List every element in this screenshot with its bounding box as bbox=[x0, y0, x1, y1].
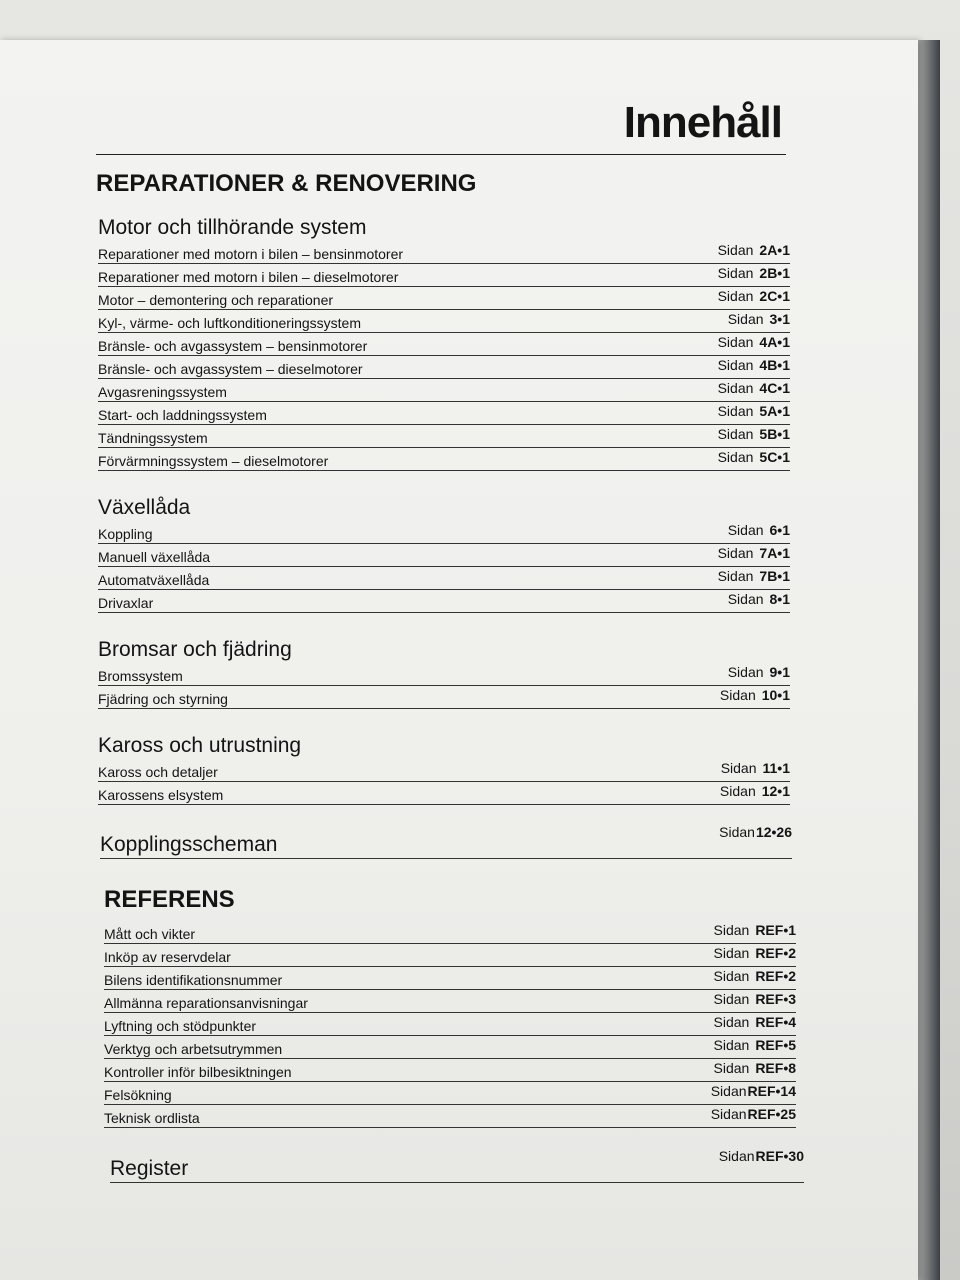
page-number: 5C•1 bbox=[759, 449, 790, 465]
toc-entry[interactable] bbox=[104, 1012, 796, 1036]
entry-label: Start- och laddningssystem bbox=[98, 407, 267, 423]
page-number: REF•30 bbox=[755, 1148, 804, 1164]
entry-label: Koppling bbox=[98, 526, 153, 542]
entry-page-ref bbox=[714, 1060, 797, 1076]
entry-label: Bromssystem bbox=[98, 668, 183, 684]
toc-entry[interactable] bbox=[98, 401, 790, 425]
entry-label: Bränsle- och avgassystem – bensinmotorer bbox=[98, 338, 368, 354]
page-number: 4C•1 bbox=[759, 380, 790, 396]
entry-page-ref bbox=[718, 242, 790, 258]
sidan-label: Sidan bbox=[717, 403, 754, 419]
page-number: REF•8 bbox=[755, 1060, 796, 1076]
section-heading-bromsar: Bromsar och fjädring bbox=[98, 638, 292, 661]
sidan-label: Sidan bbox=[720, 760, 757, 776]
sidan-label: Sidan bbox=[717, 288, 754, 304]
sidan-label: Sidan bbox=[719, 783, 756, 799]
sidan-label: Sidan bbox=[717, 265, 754, 281]
entry-label: Allmänna reparationsanvisningar bbox=[104, 995, 308, 1011]
entry-page-ref bbox=[728, 522, 790, 538]
page-number: 4A•1 bbox=[759, 334, 790, 350]
entry-page-ref bbox=[718, 265, 790, 281]
entry-page-ref bbox=[714, 991, 797, 1007]
toc-entry[interactable] bbox=[98, 424, 790, 448]
toc-entry[interactable] bbox=[98, 447, 790, 471]
toc-entry[interactable] bbox=[98, 263, 790, 287]
entry-page-ref bbox=[714, 1014, 797, 1030]
sidan-label: Sidan bbox=[727, 591, 764, 607]
entry-page-ref bbox=[719, 1148, 804, 1164]
sidan-label: Sidan bbox=[713, 991, 750, 1007]
toc-entry[interactable] bbox=[98, 309, 790, 333]
entry-page-ref bbox=[718, 545, 790, 561]
entry-label: Förvärmningssystem – dieselmotorer bbox=[98, 453, 329, 469]
toc-entry[interactable] bbox=[98, 589, 790, 613]
page-number: 5B•1 bbox=[759, 426, 790, 442]
entry-label: Bränsle- och avgassystem – dieselmotorer bbox=[98, 361, 363, 377]
sidan-label: Sidan bbox=[717, 357, 754, 373]
page-number: 8•1 bbox=[769, 591, 790, 607]
toc-entry[interactable] bbox=[104, 920, 796, 944]
page-number: REF•2 bbox=[755, 945, 796, 961]
page-number: REF•3 bbox=[755, 991, 796, 1007]
entry-page-ref bbox=[714, 922, 797, 938]
entry-label: Kontroller inför bilbesiktningen bbox=[104, 1064, 292, 1080]
entry-page-ref bbox=[728, 664, 790, 680]
entry-page-ref bbox=[718, 334, 790, 350]
page-number: 5A•1 bbox=[759, 403, 790, 419]
toc-entry[interactable] bbox=[98, 685, 790, 709]
section-heading-kaross: Kaross och utrustning bbox=[98, 734, 302, 757]
toc-entry[interactable] bbox=[104, 966, 796, 990]
toc-entry[interactable] bbox=[98, 332, 790, 356]
entry-page-ref bbox=[718, 449, 790, 465]
sidan-label: Sidan bbox=[713, 922, 750, 938]
sidan-label: Sidan bbox=[718, 1148, 755, 1164]
toc-entry[interactable] bbox=[104, 1081, 796, 1105]
entry-page-ref bbox=[728, 311, 790, 327]
entry-label: Automatväxellåda bbox=[98, 572, 210, 588]
page-number: 9•1 bbox=[769, 664, 790, 680]
entry-label: Register bbox=[110, 1157, 189, 1180]
page-number: REF•14 bbox=[747, 1083, 796, 1099]
entry-label: Motor – demontering och reparationer bbox=[98, 292, 334, 308]
toc-entry[interactable] bbox=[98, 543, 790, 567]
entry-label: Inköp av reservdelar bbox=[104, 949, 231, 965]
toc-entry[interactable] bbox=[98, 355, 790, 379]
sidan-label: Sidan bbox=[713, 945, 750, 961]
page-number: 11•1 bbox=[762, 760, 790, 776]
entry-page-ref bbox=[718, 403, 790, 419]
sidan-label: Sidan bbox=[717, 545, 754, 561]
entry-label: Fjädring och styrning bbox=[98, 691, 228, 707]
section-heading-vaxellada: Växellåda bbox=[98, 496, 191, 519]
sidan-label: Sidan bbox=[719, 687, 756, 703]
page-number: 12•26 bbox=[755, 824, 792, 840]
entry-label: Manuell växellåda bbox=[98, 549, 211, 565]
page-number: 3•1 bbox=[769, 311, 790, 327]
entry-label: Felsökning bbox=[104, 1087, 172, 1103]
entry-label: Karossens elsystem bbox=[98, 787, 224, 803]
page-number: 6•1 bbox=[769, 522, 790, 538]
page-number: 7A•1 bbox=[759, 545, 790, 561]
document-page bbox=[0, 40, 918, 1280]
sidan-label: Sidan bbox=[713, 968, 750, 984]
toc-entry[interactable] bbox=[98, 662, 790, 686]
title-rule bbox=[96, 154, 786, 155]
sidan-label: Sidan bbox=[717, 380, 754, 396]
toc-entry[interactable] bbox=[98, 286, 790, 310]
page-number: 4B•1 bbox=[759, 357, 790, 373]
entry-page-ref bbox=[720, 687, 790, 703]
toc-entry-register[interactable] bbox=[110, 1148, 804, 1183]
toc-entry[interactable] bbox=[98, 240, 790, 264]
entry-page-ref bbox=[718, 426, 790, 442]
entry-label: Drivaxlar bbox=[98, 595, 154, 611]
entry-page-ref bbox=[719, 824, 792, 840]
entry-label: Tändningssystem bbox=[98, 430, 208, 446]
entry-label: Reparationer med motorn i bilen – dieselmotorer bbox=[98, 269, 399, 285]
entry-label: Bilens identifikationsnummer bbox=[104, 972, 283, 988]
toc-entry[interactable] bbox=[104, 943, 796, 967]
sidan-label: Sidan bbox=[717, 426, 754, 442]
section-heading-motor: Motor och tillhörande system bbox=[98, 216, 367, 239]
sidan-label: Sidan bbox=[727, 311, 764, 327]
entry-page-ref bbox=[711, 1083, 796, 1099]
page-number: REF•1 bbox=[755, 922, 796, 938]
toc-entry[interactable] bbox=[98, 378, 790, 402]
entry-page-ref bbox=[718, 288, 790, 304]
page-number: 10•1 bbox=[761, 687, 790, 703]
entry-label: Kaross och detaljer bbox=[98, 764, 218, 780]
sidan-label: Sidan bbox=[710, 1083, 747, 1099]
page-number: REF•4 bbox=[755, 1014, 796, 1030]
entry-page-ref bbox=[714, 945, 797, 961]
entry-page-ref bbox=[720, 783, 790, 799]
toc-entry[interactable] bbox=[104, 1035, 796, 1059]
toc-entry[interactable] bbox=[98, 758, 790, 782]
sidan-label: Sidan bbox=[719, 824, 755, 840]
toc-entry[interactable] bbox=[104, 1104, 796, 1128]
toc-entry-kopplingsscheman[interactable] bbox=[100, 824, 792, 859]
entry-label: Avgasreningssystem bbox=[98, 384, 227, 400]
sidan-label: Sidan bbox=[713, 1014, 750, 1030]
entry-label: Kyl-, värme- och luftkonditioneringssystem bbox=[98, 315, 361, 331]
page-number: 2B•1 bbox=[759, 265, 790, 281]
entry-label: Teknisk ordlista bbox=[104, 1110, 200, 1126]
sidan-label: Sidan bbox=[727, 664, 764, 680]
entry-label: Mått och vikter bbox=[104, 926, 196, 942]
toc-entry[interactable] bbox=[98, 566, 790, 590]
entry-page-ref bbox=[718, 380, 790, 396]
sidan-label: Sidan bbox=[713, 1060, 750, 1076]
page-number: 2C•1 bbox=[759, 288, 790, 304]
toc-entry[interactable] bbox=[104, 1058, 796, 1082]
page-number: REF•25 bbox=[747, 1106, 796, 1122]
page-number: REF•5 bbox=[755, 1037, 796, 1053]
entry-label: Kopplingsscheman bbox=[100, 833, 278, 856]
entry-label: Verktyg och arbetsutrymmen bbox=[104, 1041, 283, 1057]
page-title: Innehåll bbox=[623, 98, 782, 147]
entry-label: Reparationer med motorn i bilen – bensinmotorer bbox=[98, 246, 404, 262]
entry-page-ref bbox=[714, 1037, 797, 1053]
sidan-label: Sidan bbox=[717, 449, 754, 465]
page-number: 12•1 bbox=[761, 783, 790, 799]
toc-entry[interactable] bbox=[98, 781, 790, 805]
sidan-label: Sidan bbox=[717, 334, 754, 350]
toc-entry[interactable] bbox=[98, 520, 790, 544]
entry-page-ref bbox=[711, 1106, 796, 1122]
sidan-label: Sidan bbox=[717, 568, 754, 584]
entry-page-ref bbox=[718, 568, 790, 584]
sidan-label: Sidan bbox=[717, 242, 754, 258]
entry-label: Lyftning och stödpunkter bbox=[104, 1018, 257, 1034]
entry-page-ref bbox=[714, 968, 797, 984]
toc-entry[interactable] bbox=[104, 989, 796, 1013]
page-number: REF•2 bbox=[755, 968, 796, 984]
part-heading-reparationer: REPARATIONER & RENOVERING bbox=[96, 170, 477, 197]
page-number: 7B•1 bbox=[759, 568, 790, 584]
sidan-label: Sidan bbox=[727, 522, 764, 538]
entry-page-ref bbox=[728, 591, 790, 607]
part-heading-referens: REFERENS bbox=[104, 886, 235, 913]
sidan-label: Sidan bbox=[710, 1106, 747, 1122]
entry-page-ref bbox=[718, 357, 790, 373]
entry-page-ref bbox=[721, 760, 790, 776]
sidan-label: Sidan bbox=[713, 1037, 750, 1053]
page-number: 2A•1 bbox=[759, 242, 790, 258]
